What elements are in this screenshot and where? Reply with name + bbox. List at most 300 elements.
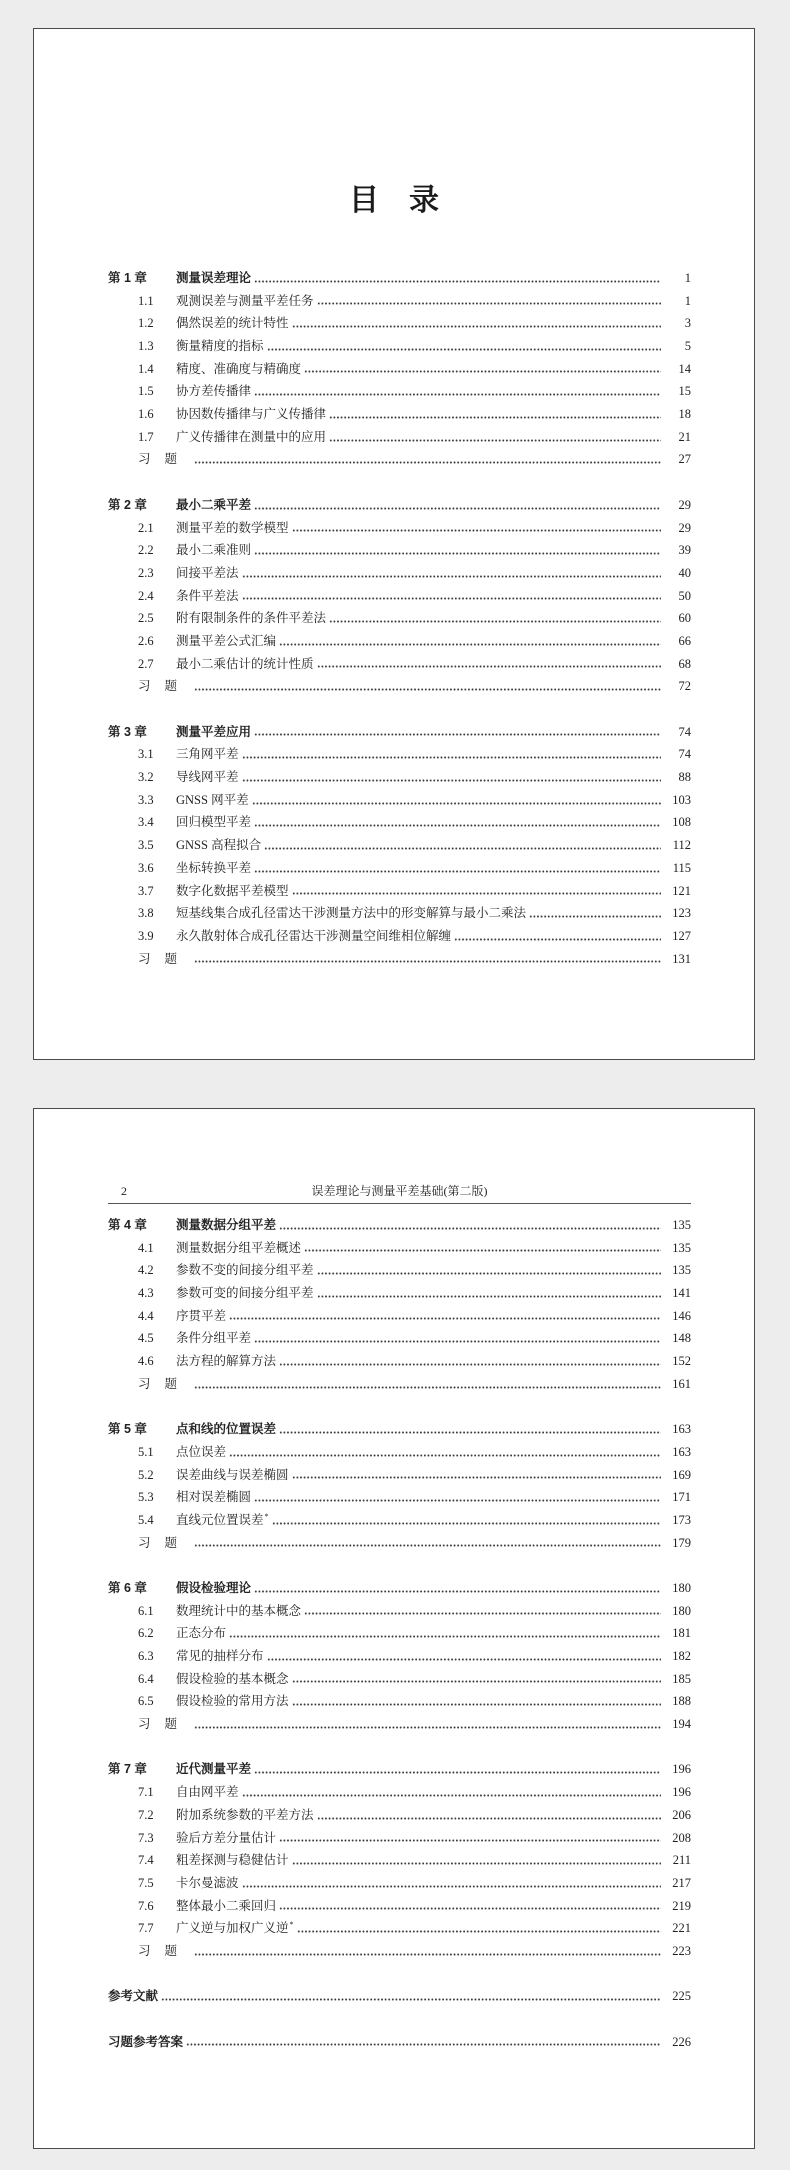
chapter-label: 第 1 章	[108, 270, 147, 285]
dot-leader	[292, 529, 661, 532]
section-title: 参数可变的间接分组平差	[176, 1286, 314, 1301]
indent-spacer	[108, 1668, 138, 1691]
chapter-label: 第 4 章	[108, 1217, 147, 1232]
section-entry	[108, 426, 691, 449]
section-title: 衡量精度的指标	[176, 339, 264, 354]
section-entry	[108, 1237, 691, 1260]
section-entry	[108, 834, 691, 857]
section-entry	[108, 766, 691, 789]
section-number: 3.4	[138, 815, 154, 830]
page-number: 39	[678, 543, 691, 558]
dot-leader	[242, 1794, 661, 1797]
toc-title: 目录	[349, 183, 469, 218]
dot-leader	[317, 665, 661, 668]
chapter-heading	[108, 721, 691, 744]
back-matter-entry	[108, 1985, 691, 2008]
indent-spacer	[108, 539, 138, 562]
page-number: 135	[672, 1217, 691, 1232]
indent-spacer	[108, 403, 138, 426]
page-number: 60	[678, 611, 691, 626]
section-entry	[108, 630, 691, 653]
indent-spacer	[108, 1690, 138, 1713]
indent-spacer	[108, 902, 138, 925]
section-label-group	[108, 539, 251, 562]
section-title: 相对误差椭圆	[176, 1490, 252, 1505]
section-entry	[108, 1622, 691, 1645]
dot-leader	[194, 461, 661, 464]
dot-leader	[194, 1726, 661, 1729]
section-entry	[108, 653, 691, 676]
dot-leader	[292, 1680, 661, 1683]
indent-spacer	[108, 562, 138, 585]
dot-leader	[242, 575, 661, 578]
page-number: 219	[672, 1898, 691, 1913]
section-entry	[108, 1645, 691, 1668]
indent-spacer	[108, 1486, 138, 1509]
dot-leader	[242, 779, 661, 782]
indent-spacer	[108, 448, 138, 471]
chapter-title: 假设检验理论	[176, 1580, 252, 1595]
section-label-group	[108, 1486, 251, 1509]
section-number: 5.4	[138, 1512, 154, 1527]
exercise-entry	[108, 1532, 691, 1555]
chapter-block	[108, 494, 691, 698]
section-title: 法方程的解算方法	[176, 1354, 277, 1369]
indent-spacer	[108, 358, 138, 381]
indent-spacer	[108, 1872, 138, 1895]
section-label-group	[108, 403, 326, 426]
page-number: 196	[672, 1785, 691, 1800]
section-number: 7.4	[138, 1853, 154, 1868]
exercise-label-group	[108, 1373, 191, 1396]
section-label-group	[108, 1849, 289, 1872]
exercise-label-group	[108, 1532, 191, 1555]
section-title: 自由网平差	[176, 1785, 239, 1800]
section-number: 3.3	[138, 792, 154, 807]
indent-spacer	[108, 1940, 138, 1963]
dot-leader	[254, 733, 661, 736]
section-label-group	[108, 630, 276, 653]
chapter-block	[108, 1577, 691, 1736]
back-matter-entry	[108, 2031, 691, 2054]
page-number: 163	[672, 1444, 691, 1459]
exercise-entry	[108, 449, 691, 472]
back-matter-label-group	[108, 2031, 183, 2054]
section-number: 3.2	[138, 770, 154, 785]
section-title: 假设检验的常用方法	[176, 1694, 289, 1709]
page-number: 40	[678, 565, 691, 580]
section-label-group	[108, 743, 239, 766]
dot-leader	[242, 1885, 661, 1888]
indent-spacer	[108, 1804, 138, 1827]
section-entry	[108, 562, 691, 585]
page-number: 223	[672, 1943, 691, 1958]
optional-section-mark: *	[289, 1920, 294, 1930]
section-entry	[108, 1282, 691, 1305]
page-number: 88	[678, 770, 691, 785]
chapter-block	[108, 1214, 691, 1396]
toc-page-2	[33, 1108, 755, 2149]
indent-spacer	[108, 380, 138, 403]
dot-leader	[292, 1862, 661, 1865]
indent-spacer	[108, 834, 138, 857]
indent-spacer	[108, 335, 138, 358]
page-number: 29	[678, 520, 691, 535]
section-label-group	[108, 1827, 276, 1850]
exercise-label-group	[108, 675, 191, 698]
section-title: 卡尔曼滤波	[176, 1875, 239, 1890]
section-number: 7.7	[138, 1921, 154, 1936]
exercise-entry	[108, 1373, 691, 1396]
dot-leader	[229, 1454, 661, 1457]
page-number: 27	[678, 452, 691, 467]
section-title: 测量平差的数学模型	[176, 520, 289, 535]
section-entry	[108, 857, 691, 880]
dot-leader	[161, 1998, 661, 2001]
indent-spacer	[108, 880, 138, 903]
chapter-label: 第 3 章	[108, 724, 147, 739]
section-number: 7.3	[138, 1830, 154, 1845]
section-number: 2.4	[138, 588, 154, 603]
chapter-title: 点和线的位置误差	[176, 1422, 277, 1437]
page-number: 171	[672, 1490, 691, 1505]
indent-spacer	[108, 1622, 138, 1645]
dot-leader	[329, 439, 661, 442]
back-matter-label-group	[108, 1985, 158, 2008]
page-number: 163	[672, 1422, 691, 1437]
section-entry	[108, 539, 691, 562]
page-number: 135	[672, 1240, 691, 1255]
section-entry	[108, 1804, 691, 1827]
back-matter-title: 参考文献	[108, 1989, 159, 2004]
section-label-group	[108, 358, 301, 381]
section-label-group	[108, 834, 261, 857]
section-number: 6.5	[138, 1694, 154, 1709]
dot-leader	[272, 1522, 661, 1525]
chapter-label: 第 2 章	[108, 497, 147, 512]
section-number: 2.1	[138, 520, 154, 535]
section-number: 3.7	[138, 883, 154, 898]
chapter-block	[108, 721, 691, 971]
section-title: 点位误差	[176, 1444, 227, 1459]
page-number: 141	[672, 1286, 691, 1301]
exercise-entry	[108, 1940, 691, 1963]
section-title: 导线网平差	[176, 770, 239, 785]
section-label-group	[108, 335, 264, 358]
page-number: 148	[672, 1331, 691, 1346]
dot-leader	[292, 892, 661, 895]
chapter-heading	[108, 494, 691, 517]
section-title: GNSS 网平差	[176, 792, 249, 807]
section-label-group	[108, 1350, 276, 1373]
chapter-block	[108, 267, 691, 471]
section-number: 3.1	[138, 747, 154, 762]
section-title: 广义传播律在测量中的应用	[176, 429, 327, 444]
page-number: 225	[672, 1989, 691, 2004]
chapter-label-group	[108, 1214, 276, 1237]
section-title: 测量数据分组平差概述	[176, 1240, 302, 1255]
section-label-group	[108, 380, 251, 403]
optional-section-mark: *	[264, 1511, 269, 1521]
section-title: 粗差探测与稳健估计	[176, 1853, 289, 1868]
exercise-entry	[108, 948, 691, 971]
exercise-entry	[108, 675, 691, 698]
section-entry	[108, 789, 691, 812]
chapter-label: 第 5 章	[108, 1422, 147, 1437]
page-number: 1	[684, 270, 691, 285]
section-label-group	[108, 1872, 239, 1895]
section-entry	[108, 1305, 691, 1328]
section-number: 4.3	[138, 1286, 154, 1301]
page-number: 50	[678, 588, 691, 603]
dot-leader	[297, 1930, 661, 1933]
dot-leader	[454, 938, 661, 941]
indent-spacer	[108, 1849, 138, 1872]
chapter-heading	[108, 1418, 691, 1441]
section-number: 3.8	[138, 906, 154, 921]
section-title: 验后方差分量估计	[176, 1830, 277, 1845]
page-number: 15	[678, 384, 691, 399]
exercise-label: 习题	[138, 1376, 192, 1391]
section-entry	[108, 1849, 691, 1872]
section-entry	[108, 1327, 691, 1350]
dot-leader	[317, 1817, 661, 1820]
page-number: 173	[672, 1512, 691, 1527]
page-number: 3	[684, 316, 691, 331]
section-label-group	[108, 1895, 276, 1918]
dot-leader	[529, 915, 661, 918]
section-title: 间接平差法	[176, 565, 239, 580]
section-number: 7.2	[138, 1807, 154, 1822]
chapter-title: 测量平差应用	[176, 724, 252, 739]
section-title: 短基线集合成孔径雷达干涉测量方法中的形变解算与最小二乘法	[176, 906, 527, 921]
dot-leader	[254, 824, 661, 827]
section-label-group	[108, 1600, 301, 1623]
indent-spacer	[108, 585, 138, 608]
indent-spacer	[108, 1350, 138, 1373]
section-entry	[108, 1781, 691, 1804]
page-number: 103	[672, 792, 691, 807]
section-label-group	[108, 1804, 314, 1827]
exercise-label: 习题	[138, 951, 192, 966]
section-entry	[108, 1464, 691, 1487]
indent-spacer	[108, 1441, 138, 1464]
section-number: 7.5	[138, 1875, 154, 1890]
indent-spacer	[108, 1645, 138, 1668]
header-book-title: 误差理论与测量平差基础(第二版)	[311, 1184, 488, 1198]
dot-leader	[292, 325, 661, 328]
dot-leader	[304, 1612, 661, 1615]
section-label-group	[108, 1622, 226, 1645]
chapter-heading	[108, 1214, 691, 1237]
dot-leader	[329, 416, 661, 419]
dot-leader	[254, 870, 661, 873]
section-number: 5.2	[138, 1467, 154, 1482]
section-title: 最小二乘准则	[176, 543, 252, 558]
section-number: 1.2	[138, 316, 154, 331]
dot-leader	[279, 1431, 661, 1434]
indent-spacer	[108, 743, 138, 766]
indent-spacer	[108, 1327, 138, 1350]
exercise-label-group	[108, 1713, 191, 1736]
section-number: 1.7	[138, 429, 154, 444]
dot-leader	[254, 552, 661, 555]
page-number: 68	[678, 656, 691, 671]
page-number: 74	[678, 724, 691, 739]
exercise-label: 习题	[138, 679, 192, 694]
section-number: 2.3	[138, 565, 154, 580]
indent-spacer	[108, 948, 138, 971]
section-entry	[108, 743, 691, 766]
exercise-label: 习题	[138, 1717, 192, 1732]
dot-leader	[267, 1658, 661, 1661]
exercise-label: 习题	[138, 452, 192, 467]
dot-leader	[292, 1476, 661, 1479]
section-entry	[108, 1668, 691, 1691]
dot-leader	[194, 1953, 661, 1956]
section-title: 常见的抽样分布	[176, 1649, 264, 1664]
running-header	[108, 1179, 691, 1204]
dot-leader	[267, 348, 661, 351]
indent-spacer	[108, 653, 138, 676]
section-label-group	[108, 1464, 289, 1487]
section-entry	[108, 812, 691, 835]
indent-spacer	[108, 312, 138, 335]
indent-spacer	[108, 675, 138, 698]
section-number: 4.4	[138, 1308, 154, 1323]
chapter-label-group	[108, 1758, 251, 1781]
chapter-label-group	[108, 721, 251, 744]
section-title: 协方差传播律	[176, 384, 252, 399]
section-number: 1.6	[138, 407, 154, 422]
dot-leader	[279, 1839, 661, 1842]
indent-spacer	[108, 1259, 138, 1282]
dot-leader	[252, 802, 661, 805]
dot-leader	[254, 1340, 661, 1343]
section-title: 三角网平差	[176, 747, 239, 762]
chapter-label-group	[108, 494, 251, 517]
section-title: 正态分布	[176, 1626, 227, 1641]
section-number: 2.6	[138, 633, 154, 648]
chapter-heading	[108, 1577, 691, 1600]
dot-leader	[304, 370, 661, 373]
page-number: 185	[672, 1671, 691, 1686]
section-number: 3.9	[138, 928, 154, 943]
section-entry	[108, 902, 691, 925]
page-number: 226	[672, 2034, 691, 2049]
page-number: 181	[672, 1626, 691, 1641]
section-entry	[108, 1872, 691, 1895]
page-number: 66	[678, 633, 691, 648]
section-label-group	[108, 880, 289, 903]
section-label-group	[108, 902, 526, 925]
section-label-group	[108, 1781, 239, 1804]
section-number: 4.6	[138, 1354, 154, 1369]
page-number: 112	[672, 838, 691, 853]
section-number: 5.3	[138, 1490, 154, 1505]
indent-spacer	[108, 857, 138, 880]
section-entry	[108, 1509, 691, 1532]
page-number: 72	[678, 679, 691, 694]
dot-leader	[254, 507, 661, 510]
section-entry	[108, 1917, 691, 1940]
page-number: 182	[672, 1649, 691, 1664]
section-title: 序贯平差	[176, 1308, 227, 1323]
dot-leader	[329, 620, 661, 623]
section-label-group	[108, 857, 251, 880]
indent-spacer	[108, 811, 138, 834]
section-number: 2.2	[138, 543, 154, 558]
toc-list	[108, 1214, 691, 2053]
section-number: 4.2	[138, 1263, 154, 1278]
section-number: 7.1	[138, 1785, 154, 1800]
section-label-group	[108, 312, 289, 335]
section-entry	[108, 1827, 691, 1850]
section-entry	[108, 358, 691, 381]
section-entry	[108, 1486, 691, 1509]
page-number: 208	[672, 1830, 691, 1845]
section-entry	[108, 1600, 691, 1623]
indent-spacer	[108, 517, 138, 540]
section-entry	[108, 1441, 691, 1464]
page-number: 194	[672, 1717, 691, 1732]
section-title: 永久散射体合成孔径雷达干涉测量空间维相位解缠	[176, 928, 452, 943]
dot-leader	[254, 393, 661, 396]
chapter-heading	[108, 267, 691, 290]
section-title: 坐标转换平差	[176, 860, 252, 875]
dot-leader	[279, 643, 661, 646]
section-entry	[108, 1259, 691, 1282]
dot-leader	[279, 1907, 661, 1910]
section-number: 6.1	[138, 1603, 154, 1618]
page-number: 152	[672, 1354, 691, 1369]
indent-spacer	[108, 607, 138, 630]
chapter-label-group	[108, 1418, 276, 1441]
section-entry	[108, 335, 691, 358]
section-number: 4.1	[138, 1240, 154, 1255]
page-number: 1	[684, 293, 691, 308]
dot-leader	[279, 1227, 661, 1230]
chapter-label: 第 7 章	[108, 1762, 147, 1777]
toc-list	[108, 267, 691, 970]
chapter-label-group	[108, 1577, 251, 1600]
section-label-group	[108, 1282, 314, 1305]
indent-spacer	[108, 1464, 138, 1487]
section-label-group	[108, 1259, 314, 1282]
indent-spacer	[108, 290, 138, 313]
exercise-label-group	[108, 1940, 191, 1963]
header-page-number: 2	[121, 1184, 127, 1198]
chapter-block	[108, 1418, 691, 1554]
section-title: 广义逆与加权广义逆	[176, 1921, 289, 1936]
section-label-group	[108, 562, 239, 585]
exercise-entry	[108, 1713, 691, 1736]
exercise-label-group	[108, 948, 191, 971]
page-number: 108	[672, 815, 691, 830]
section-entry	[108, 607, 691, 630]
section-entry	[108, 312, 691, 335]
page-number: 29	[678, 497, 691, 512]
dot-leader	[317, 1295, 661, 1298]
indent-spacer	[108, 1237, 138, 1260]
indent-spacer	[108, 766, 138, 789]
page-number: 74	[678, 747, 691, 762]
section-entry	[108, 403, 691, 426]
page-number: 21	[678, 429, 691, 444]
page-number: 127	[672, 928, 691, 943]
section-entry	[108, 585, 691, 608]
dot-leader	[242, 756, 661, 759]
